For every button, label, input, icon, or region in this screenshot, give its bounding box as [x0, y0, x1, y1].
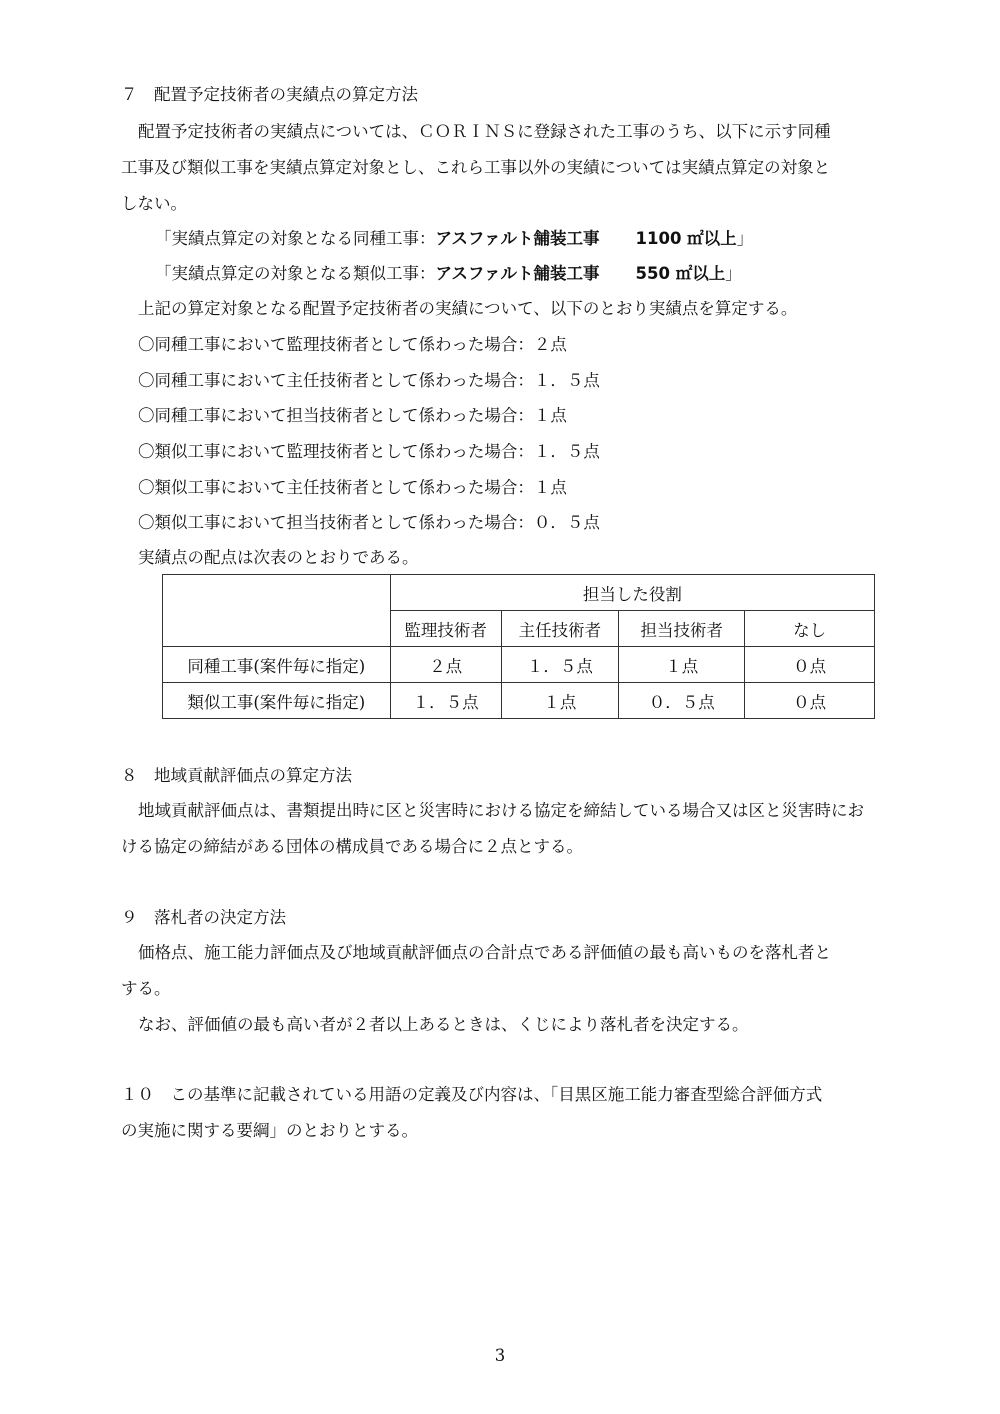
same-type-amount: 1100 ㎡以上	[635, 229, 737, 248]
table-cell: ０点	[745, 683, 875, 719]
column-header: 主任技術者	[501, 611, 619, 647]
section-10-line-1: １０ この基準に記載されている用語の定義及び内容は、「目黒区施工能力審査型総合評価方式	[121, 1085, 823, 1104]
score-rule-item: 〇同種工事において担当技術者として係わった場合：１点	[138, 406, 567, 425]
score-rule-item: 〇同種工事において主任技術者として係わった場合：１．５点	[138, 371, 600, 390]
section-8-line-1: 地域貢献評価点は、書類提出時に区と災害時における協定を締結している場合又は区と災害時にお	[138, 801, 864, 820]
similar-amount: 550 ㎡以上	[635, 264, 726, 283]
row-header: 同種工事(案件毎に指定)	[163, 647, 391, 683]
table-cell: ０．５点	[619, 683, 745, 719]
score-table	[162, 574, 875, 719]
section-9-heading: ９ 落札者の決定方法	[121, 908, 286, 927]
similar-suffix: 」	[725, 264, 742, 283]
table-cell: １点	[619, 647, 745, 683]
score-rule-item: 〇類似工事において監理技術者として係わった場合：１．５点	[138, 442, 600, 461]
score-rule-item: 〇類似工事において担当技術者として係わった場合：０．５点	[138, 513, 600, 532]
same-type-suffix: 」	[736, 229, 754, 248]
table-intro: 実績点の配点は次表のとおりである。	[138, 548, 419, 567]
similar-work-criteria	[155, 263, 742, 285]
table-header-row	[163, 575, 875, 611]
section-7-heading: ７ 配置予定技術者の実績点の算定方法	[121, 85, 418, 104]
section-10-line-2: の実施に関する要綱」のとおりとする。	[121, 1121, 418, 1140]
column-header: 監理技術者	[390, 611, 501, 647]
similar-prefix: 「実績点算定の対象となる類似工事：	[155, 264, 436, 283]
column-header: 担当技術者	[619, 611, 745, 647]
table-cell: １点	[501, 683, 619, 719]
same-type-work: アスファルト舗装工事	[435, 229, 600, 248]
section-9-line-1: 価格点、施工能力評価点及び地域貢献評価点の合計点である評価値の最も高いものを落札者と	[138, 943, 831, 962]
table-cell: ２点	[390, 647, 501, 683]
section-8-line-2: ける協定の締結がある団体の構成員である場合に２点とする。	[121, 837, 583, 856]
table-cell: １．５点	[501, 647, 619, 683]
section-9-line-3: なお、評価値の最も高い者が２者以上あるときは、くじにより落札者を決定する。	[138, 1015, 749, 1034]
table-corner-cell	[163, 575, 391, 647]
section-7-paragraph-2: 上記の算定対象となる配置予定技術者の実績について、以下のとおり実績点を算定する。	[138, 299, 798, 318]
section-8-heading: ８ 地域貢献評価点の算定方法	[121, 766, 352, 785]
page-number: 3	[494, 1346, 506, 1365]
section-9-line-2: する。	[121, 979, 171, 998]
score-rule-item: 〇類似工事において主任技術者として係わった場合：１点	[138, 478, 567, 497]
section-7-paragraph-line-1: 配置予定技術者の実績点については、ＣＯＲＩＮＳに登録された工事のうち、以下に示す同種	[138, 122, 831, 141]
row-header: 類似工事(案件毎に指定)	[163, 683, 391, 719]
same-type-prefix: 「実績点算定の対象となる同種工事：	[155, 229, 436, 248]
same-type-work-criteria	[155, 228, 753, 250]
table-cell: １．５点	[390, 683, 501, 719]
column-header: なし	[745, 611, 875, 647]
similar-work: アスファルト舗装工事	[435, 264, 600, 283]
table-cell: ０点	[745, 647, 875, 683]
section-7-paragraph-line-3: しない。	[121, 194, 187, 213]
table-row	[163, 683, 875, 719]
score-rule-item: 〇同種工事において監理技術者として係わった場合：２点	[138, 335, 567, 354]
table-row	[163, 647, 875, 683]
table-group-header: 担当した役割	[390, 575, 874, 611]
section-7-paragraph-line-2: 工事及び類似工事を実績点算定対象とし、これら工事以外の実績については実績点算定の対象と	[121, 158, 831, 177]
